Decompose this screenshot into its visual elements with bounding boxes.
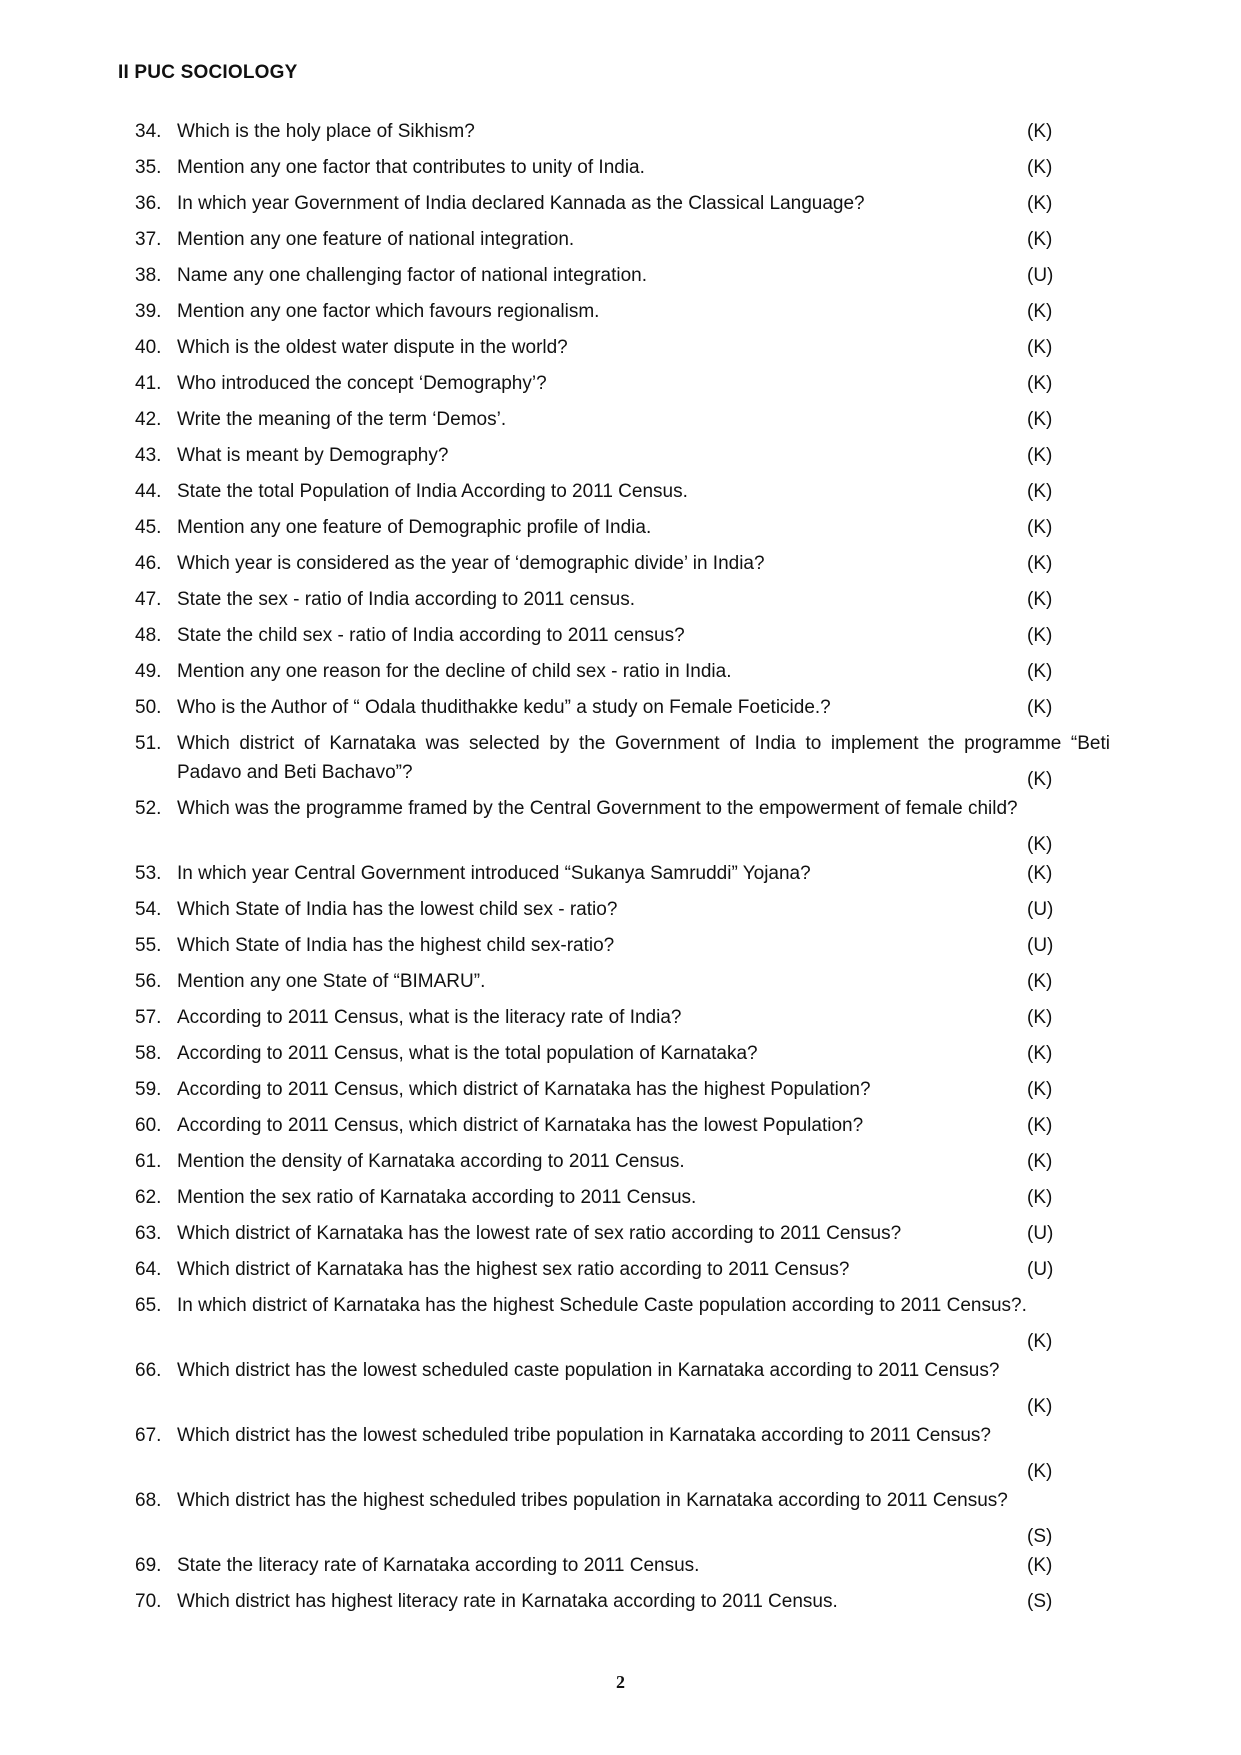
question-item [135,1003,1110,1039]
question-text: Mention any one factor that contributes to unity of India. [177,157,645,178]
question-text: State the child sex - ratio of India according to 2011 census? [177,625,685,646]
question-text: Which district has the highest scheduled tribes population in Karnataka according to 2011 Census? [177,1490,1008,1511]
question-number: 45. [135,517,162,538]
question-number: 53. [135,863,162,884]
question-item [135,1039,1110,1075]
question-mark: (K) [1027,373,1053,394]
question-mark: (K) [1027,661,1053,682]
question-number: 50. [135,697,162,718]
question-text: What is meant by Demography? [177,445,449,466]
question-mark: (U) [1027,1223,1054,1244]
question-number: 36. [135,193,162,214]
question-number: 47. [135,589,162,610]
question-text: Mention any one reason for the decline of child sex - ratio in India. [177,661,732,682]
question-item [135,189,1110,225]
question-mark: (K) [1027,193,1053,214]
question-text: According to 2011 Census, what is the literacy rate of India? [177,1007,682,1028]
question-mark: (K) [1027,553,1053,574]
question-mark: (K) [1027,1396,1053,1417]
question-mark: (K) [1027,1007,1053,1028]
question-item [135,1486,1110,1551]
question-text: Which district has the lowest scheduled caste population in Karnataka according to 2011 Census? [177,1360,1000,1381]
question-text: Which district has the lowest scheduled tribe population in Karnataka according to 2011 Census? [177,1425,991,1446]
question-item [135,1255,1110,1291]
question-number: 63. [135,1223,162,1244]
question-mark: (K) [1027,121,1053,142]
question-text: Which is the holy place of Sikhism? [177,121,475,142]
question-text: Mention any one State of “BIMARU”. [177,971,486,992]
question-mark: (K) [1027,1043,1053,1064]
question-number: 48. [135,625,162,646]
question-mark: (U) [1027,1259,1054,1280]
question-number: 60. [135,1115,162,1136]
question-text: Which district of Karnataka was selected by the Government of India to implement the programme “Beti Padavo and Beti Bachavo”? [177,733,1110,783]
question-number: 44. [135,481,162,502]
question-mark: (U) [1027,265,1054,286]
question-mark: (K) [1027,1461,1053,1482]
question-mark: (K) [1027,517,1053,538]
page-header: II PUC SOCIOLOGY [118,62,298,83]
question-mark: (K) [1027,337,1053,358]
question-mark: (K) [1027,1187,1053,1208]
question-mark: (K) [1027,1151,1053,1172]
question-number: 42. [135,409,162,430]
question-text: Who is the Author of “ Odala thudithakke kedu” a study on Female Foeticide.? [177,697,831,718]
question-item [135,585,1110,621]
question-text: Mention the density of Karnataka according to 2011 Census. [177,1151,685,1172]
question-number: 35. [135,157,162,178]
question-item [135,153,1110,189]
question-item [135,333,1110,369]
question-mark: (K) [1027,301,1053,322]
question-text: According to 2011 Census, which district of Karnataka has the lowest Population? [177,1115,864,1136]
question-text: Which State of India has the highest child sex-ratio? [177,935,615,956]
question-item [135,1219,1110,1255]
question-item [135,225,1110,261]
question-item [135,1075,1110,1111]
question-item [135,895,1110,931]
page-number: 2 [616,1672,625,1692]
question-text: In which year Government of India declared Kannada as the Classical Language? [177,193,865,214]
question-item [135,1421,1110,1486]
question-number: 46. [135,553,162,574]
question-list [135,117,1110,1623]
question-text: Write the meaning of the term ‘Demos’. [177,409,507,430]
question-text: Name any one challenging factor of national integration. [177,265,648,286]
question-item [135,1111,1110,1147]
question-mark: (K) [1027,1115,1053,1136]
question-mark: (K) [1027,1555,1053,1576]
question-number: 59. [135,1079,162,1100]
question-item [135,1183,1110,1219]
question-mark: (K) [1027,863,1053,884]
question-number: 51. [135,733,162,754]
question-mark: (K) [1027,409,1053,430]
question-text: State the total Population of India According to 2011 Census. [177,481,688,502]
question-item [135,729,1110,794]
question-item [135,441,1110,477]
question-item [135,1147,1110,1183]
question-item [135,513,1110,549]
question-item [135,1356,1110,1421]
question-mark: (S) [1027,1526,1053,1547]
question-item [135,1587,1110,1623]
question-number: 49. [135,661,162,682]
question-item [135,405,1110,441]
question-text: Mention any one feature of national integration. [177,229,575,250]
question-mark: (K) [1027,229,1053,250]
question-text: State the literacy rate of Karnataka according to 2011 Census. [177,1555,700,1576]
question-number: 58. [135,1043,162,1064]
question-number: 34. [135,121,162,142]
question-number: 40. [135,337,162,358]
question-mark: (K) [1027,625,1053,646]
question-text: Which district has highest literacy rate in Karnataka according to 2011 Census. [177,1591,838,1612]
question-text: Which year is considered as the year of ‘demographic divide’ in India? [177,553,765,574]
question-mark: (K) [1027,1331,1053,1352]
question-number: 52. [135,798,162,819]
question-number: 62. [135,1187,162,1208]
question-mark: (K) [1027,697,1053,718]
question-number: 54. [135,899,162,920]
question-item [135,657,1110,693]
question-text: According to 2011 Census, which district of Karnataka has the highest Population? [177,1079,871,1100]
question-item [135,261,1110,297]
question-number: 66. [135,1360,162,1381]
question-text: Which was the programme framed by the Central Government to the empowerment of female child? [177,798,1018,819]
question-number: 56. [135,971,162,992]
question-number: 67. [135,1425,162,1446]
question-item [135,297,1110,333]
question-item [135,794,1110,859]
question-item [135,477,1110,513]
question-item [135,549,1110,585]
question-item [135,931,1110,967]
question-mark: (K) [1027,834,1053,855]
question-item [135,693,1110,729]
question-text: Mention any one factor which favours regionalism. [177,301,600,322]
question-text: State the sex - ratio of India according to 2011 census. [177,589,636,610]
question-number: 41. [135,373,162,394]
question-mark: (K) [1027,589,1053,610]
question-mark: (K) [1027,1079,1053,1100]
question-item [135,1291,1110,1356]
question-number: 70. [135,1591,162,1612]
question-text: Which district of Karnataka has the highest sex ratio according to 2011 Census? [177,1259,850,1280]
question-mark: (K) [1027,481,1053,502]
question-number: 38. [135,265,162,286]
question-number: 37. [135,229,162,250]
question-number: 65. [135,1295,162,1316]
question-mark: (U) [1027,899,1054,920]
question-mark: (K) [1027,445,1053,466]
question-item [135,967,1110,1003]
question-number: 43. [135,445,162,466]
question-mark: (S) [1027,1591,1053,1612]
question-mark: (K) [1027,157,1053,178]
question-item [135,859,1110,895]
question-item [135,369,1110,405]
question-item [135,621,1110,657]
question-item [135,117,1110,153]
question-text: In which year Central Government introduced “Sukanya Samruddi” Yojana? [177,863,811,884]
question-number: 39. [135,301,162,322]
question-text: Who introduced the concept ‘Demography’? [177,373,547,394]
question-text: Which State of India has the lowest child sex - ratio? [177,899,618,920]
question-number: 57. [135,1007,162,1028]
question-item [135,1551,1110,1587]
question-number: 68. [135,1490,162,1511]
question-number: 69. [135,1555,162,1576]
question-number: 64. [135,1259,162,1280]
question-text: According to 2011 Census, what is the total population of Karnataka? [177,1043,758,1064]
question-text: Mention the sex ratio of Karnataka according to 2011 Census. [177,1187,697,1208]
question-text: In which district of Karnataka has the highest Schedule Caste population according to 2011 Census?. [177,1295,1027,1316]
question-mark: (K) [1027,971,1053,992]
question-text: Which is the oldest water dispute in the world? [177,337,568,358]
question-number: 55. [135,935,162,956]
question-text: Which district of Karnataka has the lowest rate of sex ratio according to 2011 Census? [177,1223,902,1244]
question-mark: (U) [1027,935,1054,956]
question-mark: (K) [1027,769,1053,790]
question-number: 61. [135,1151,162,1172]
question-text: Mention any one feature of Demographic profile of India. [177,517,652,538]
